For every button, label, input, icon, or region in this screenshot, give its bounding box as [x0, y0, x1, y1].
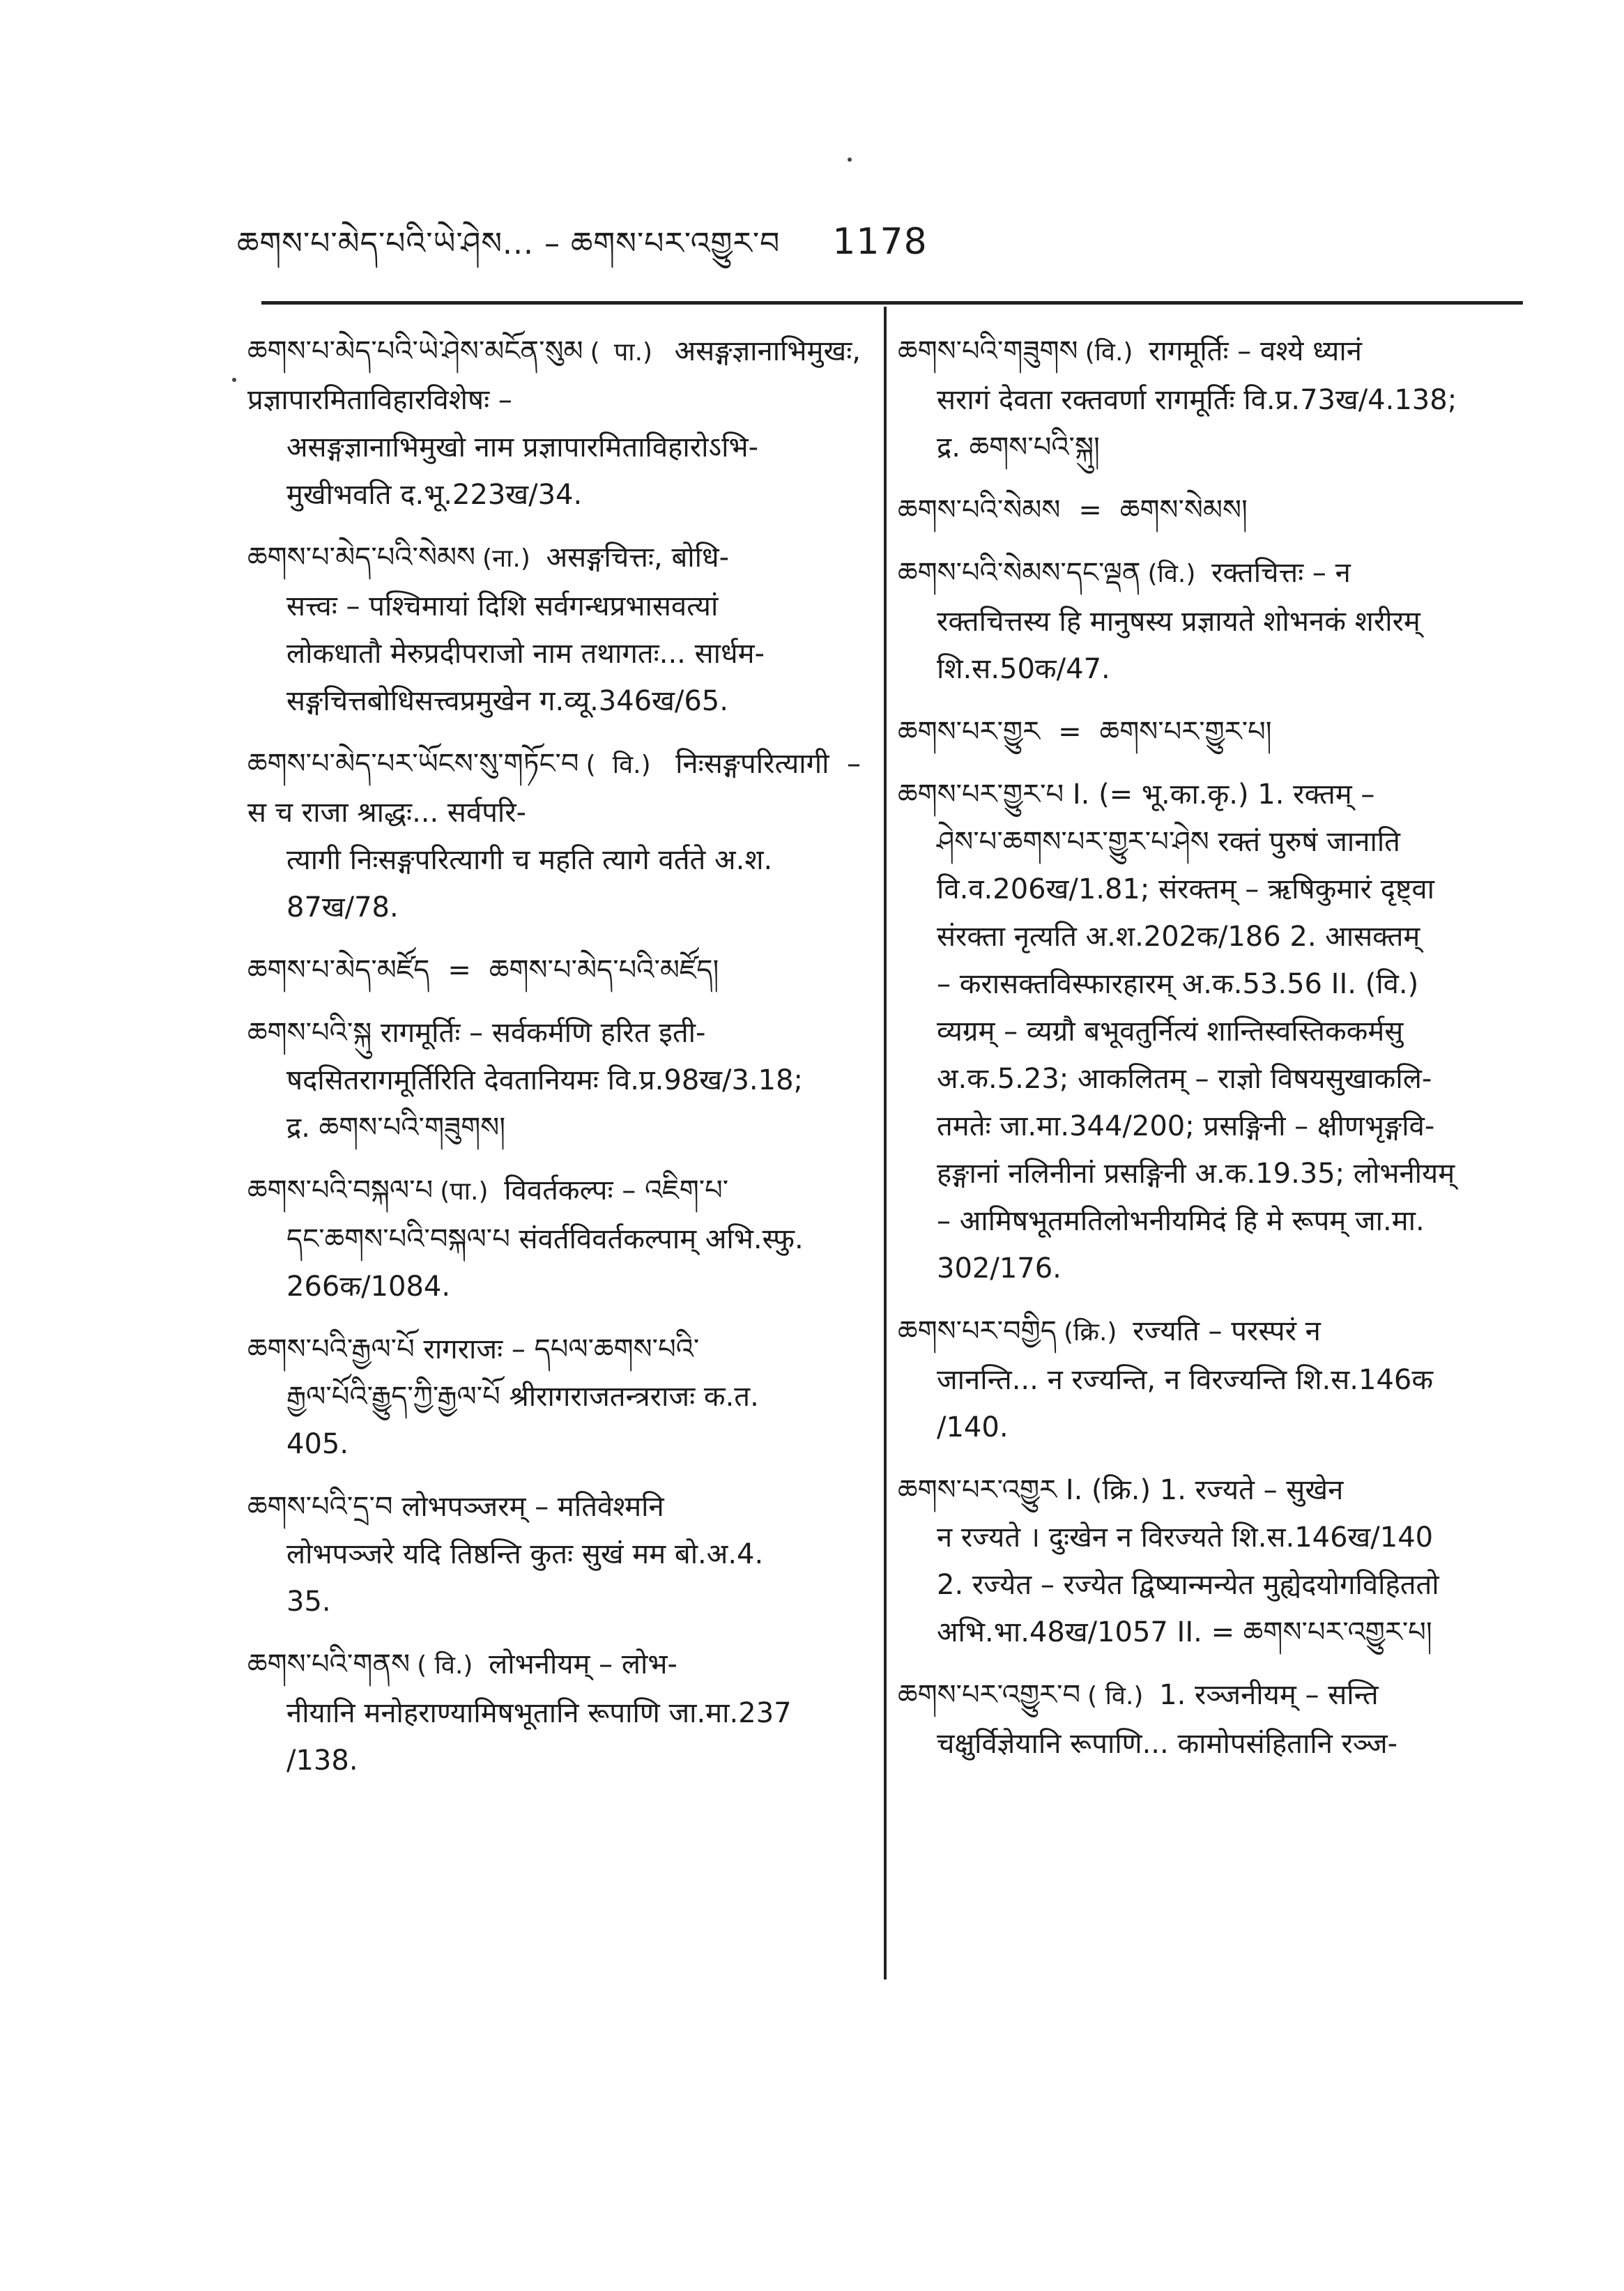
entry-text: 302/176. [937, 1252, 1062, 1285]
entry-grammar-label: (क्रि.) [1063, 1318, 1117, 1347]
entry-text: 87ख/78. [286, 891, 399, 924]
entry-continuation-line [247, 1216, 861, 1263]
entry-text: 405. [286, 1428, 349, 1460]
column-divider [884, 307, 887, 1979]
entry-continuation-line [898, 960, 1525, 1008]
dictionary-entry [898, 549, 1525, 693]
entry-continuation-line [898, 866, 1525, 913]
entry-text: དང་ཆགས་པའི་བསྐལ་པ संवर्तविवर्तकल्पाम् अभि.स्फु. [286, 1223, 804, 1255]
scan-speck [848, 158, 852, 162]
entry-text: अ.क.5.23; आकलितम् – राज्ञो विषयसुखाकलि- [937, 1063, 1432, 1095]
entry-continuation-line [898, 1103, 1525, 1150]
dictionary-entry [247, 1483, 861, 1625]
entry-text: निःसङ्गपरित्यागी – स च राजा श्राद्धः... सर्वपरि- [247, 748, 861, 829]
running-head-last-word: ཆགས་པར་འགྱུར་བ [570, 226, 781, 261]
entry-continuation-line [898, 598, 1525, 645]
entry-continuation-line [247, 1689, 861, 1737]
entry-first-line [247, 1167, 861, 1216]
dictionary-entry [247, 328, 861, 519]
running-head-dash: – [544, 226, 560, 261]
entry-text: I. (क्रि.) 1. रज्यते – सुखेन [1065, 1474, 1344, 1506]
entry-text: विवर्तकल्पः – འཇིག་པ་ [504, 1174, 729, 1206]
entry-headword: ཆགས་པའི་སེམས [898, 494, 1061, 526]
entry-text: असङ्गचित्तः, बोधि- [546, 542, 730, 574]
left-column [247, 328, 861, 1800]
entry-continuation-line [247, 1420, 861, 1468]
entry-text: 1. रञ्जनीयम् – सन्ति [1159, 1679, 1379, 1711]
entry-text: व्यग्रम् – व्यग्रौ बभूवतुर्नित्यं शान्तिस्वस्तिककर्मसु [937, 1016, 1404, 1048]
entry-text: मुखीभवति द.भू.223ख/34. [286, 479, 583, 511]
entry-text: ཤེས་པ་ཆགས་པར་གྱུར་པ་ཤེས रक्तं पुरुषं जानाति [937, 826, 1400, 858]
entry-headword: ཆགས་པར་འགྱུར་བ [898, 1679, 1081, 1711]
running-head-first-word: ཆགས་པ་མེད་པའི་ཡེ་ཤེས... [237, 226, 534, 261]
entry-text: ཆགས་པ་མེད་པའི་མཛོད། [489, 954, 719, 986]
entry-equals-sign: = [1058, 716, 1082, 748]
entry-text: सङ्गचित्तबोधिसत्त्वप्रमुखेन ग.व्यू.346ख/65. [286, 685, 728, 717]
dictionary-entry [898, 1671, 1525, 1768]
entry-headword: ཆགས་པའི་སེམས་དང་ལྡན [898, 557, 1141, 589]
entry-text: षदसितरागमूर्तिरिति देवतानियमः वि.प्र.98ख/3.18; [286, 1064, 804, 1096]
entry-continuation-line [247, 1737, 861, 1784]
entry-continuation-line [898, 1514, 1525, 1561]
entry-grammar-label: ( पा.) [590, 338, 653, 367]
entry-text: जानन्ति... न रज्यन्ति, न विरज्यन्ति शि.स.146क [937, 1364, 1434, 1396]
page-number: 1178 [832, 221, 928, 263]
entry-continuation-line [247, 1531, 861, 1578]
entry-text: लोकधातौ मेरुप्रदीपराजो नाम तथागतः... सार्धम- [286, 638, 765, 670]
dictionary-entry [247, 740, 861, 931]
entry-text: ཆགས་སེམས། [1119, 494, 1248, 526]
entry-continuation-line [898, 913, 1525, 960]
entry-grammar-label: (पा.) [440, 1177, 489, 1206]
entry-text: तमतेः जा.मा.344/200; प्रसङ्गिनी – क्षीणभृङ्गवि- [937, 1110, 1435, 1142]
dictionary-entry [898, 328, 1525, 471]
entry-first-line [247, 328, 861, 424]
dictionary-entry [247, 1167, 861, 1310]
entry-text: लोभपञ्जरे यदि तिष्ठन्ति कुतः सुखं मम बो.अ.4. [286, 1538, 764, 1570]
entry-first-line [898, 1671, 1525, 1720]
entry-text: द्र. ཆགས་པའི་གཟུགས། [286, 1112, 506, 1144]
dictionary-entry [898, 1466, 1525, 1656]
dictionary-entry [898, 1308, 1525, 1451]
entry-text: शि.स.50क/47. [937, 653, 1110, 685]
entry-equals-sign: = [1078, 494, 1102, 526]
entry-text: सरागं देवता रक्तवर्णा रागमूर्तिः वि.प्र.73ख/4.138; [937, 384, 1457, 416]
entry-text: /140. [937, 1411, 1009, 1443]
entry-text: 2. रज्येत – रज्येत द्विष्यान्मन्येत मुह्येदयोगविहिततो [937, 1569, 1439, 1601]
entry-text: सत्त्वः – पश्चिमायां दिशि सर्वगन्धप्रभासवत्यां [286, 590, 719, 622]
entry-continuation-line [898, 1055, 1525, 1103]
entry-headword: ཆགས་པར་བགྱིད [898, 1315, 1057, 1347]
entry-text: रागमूर्तिः – सर्वकर्मणि हरित इती- [381, 1017, 706, 1049]
dictionary-entry [247, 1641, 861, 1784]
entry-continuation-line [247, 471, 861, 519]
entry-headword: ཆགས་པར་གྱུར [898, 716, 1041, 748]
entry-continuation-line [247, 1104, 861, 1151]
entry-continuation-line [898, 1720, 1525, 1768]
running-head [237, 209, 928, 296]
entry-continuation-line [247, 836, 861, 884]
entry-text: – करासक्तविस्फारहारम् अ.क.53.56 II. (वि.) [937, 968, 1419, 1000]
dictionary-entry [898, 486, 1525, 534]
entry-text: संरक्ता नृत्यति अ.श.202क/186 2. आसक्तम् [937, 921, 1420, 953]
entry-grammar-label: (वि.) [1147, 560, 1196, 588]
entry-text: /138. [286, 1745, 358, 1777]
entry-text: लोभपञ्जरम् – मतिवेश्मनि [401, 1491, 664, 1523]
entry-continuation-line [898, 818, 1525, 866]
entry-headword: ཆགས་པ་མེད་པའི་སེམས [247, 542, 476, 574]
entry-first-line [898, 771, 1525, 818]
entry-text: असङ्गज्ञानाभिमुखो नाम प्रज्ञापारमिताविहारोऽभि- [286, 431, 759, 463]
entry-text: अभि.भा.48ख/1057 II. = ཆགས་པར་འགྱུར་པ། [937, 1616, 1432, 1648]
entry-first-line [898, 1308, 1525, 1356]
entry-continuation-line [247, 1263, 861, 1310]
entry-continuation-line [247, 1373, 861, 1420]
entry-headword: ཆགས་པ་མེད་པའི་ཡེ་ཤེས་མངོན་སུམ [247, 335, 583, 367]
entry-headword: ཆགས་པའི་བསྐལ་པ [247, 1174, 434, 1206]
dictionary-entry [247, 1326, 861, 1468]
entry-text: रक्तचित्तस्य हि मानुषस्य प्रज्ञायते शोभनकं शरीरम् [937, 606, 1420, 638]
entry-first-line [247, 1641, 861, 1689]
entry-text: रज्यति – परस्परं न [1133, 1315, 1321, 1347]
entry-text: चक्षुर्विज्ञेयानि रूपाणि... कामोपसंहितानि रञ्ज- [937, 1728, 1398, 1760]
entry-continuation-line [898, 1245, 1525, 1292]
scan-speck [232, 378, 236, 382]
entry-equals-sign: = [447, 954, 471, 986]
entry-continuation-line [898, 1197, 1525, 1245]
entry-first-line [898, 1466, 1525, 1514]
entry-text: I. (= भू.का.कृ.) 1. रक्तम् – [1072, 779, 1375, 811]
entry-first-line [247, 1009, 861, 1057]
entry-headword: ཆགས་པའི་གནས [247, 1648, 411, 1680]
right-column [898, 328, 1525, 1783]
entry-headword: ཆགས་པ་མེད་མཛོད [247, 954, 430, 986]
entry-text: न रज्यते । दुःखेन न विरज्यते शि.स.146ख/140 [937, 1522, 1434, 1554]
dictionary-entry [247, 947, 861, 994]
entry-text: वि.व.206ख/1.81; संरक्तम् – ऋषिकुमारं दृष्ट्वा [937, 873, 1434, 905]
entry-first-line [247, 740, 861, 836]
entry-continuation-line [247, 1578, 861, 1625]
entry-continuation-line [898, 645, 1525, 693]
dictionary-entry [247, 1009, 861, 1151]
dictionary-entry [898, 771, 1525, 1292]
entry-text: द्र. ཆགས་པའི་སྐུ། [937, 431, 1100, 463]
entry-grammar-label: (ना.) [482, 544, 530, 573]
entry-text: – आमिषभूतमतिलोभनीयमिदं हि मे रूपम् जा.मा. [937, 1205, 1425, 1237]
entry-text: ཆགས་པར་གྱུར་པ། [1099, 716, 1272, 748]
entry-first-line [898, 708, 1525, 756]
entry-text: लोभनीयम् – लोभ- [489, 1648, 677, 1680]
entry-grammar-label: ( वि.) [1087, 1682, 1144, 1710]
entry-grammar-label: (वि.) [1085, 338, 1133, 367]
entry-grammar-label: ( वि.) [417, 1651, 473, 1680]
entry-text: रागराजः – དཔལ་ཆགས་པའི་ [423, 1333, 700, 1365]
entry-first-line [898, 549, 1525, 598]
entry-continuation-line [898, 1008, 1525, 1055]
entry-text: असङ्गज्ञानाभिमुखः, प्रज्ञापारमिताविहारविशेषः – [247, 335, 861, 416]
entry-first-line [898, 486, 1525, 534]
entry-first-line [898, 328, 1525, 376]
entry-headword: ཆགས་པའི་རྒྱལ་པོ [247, 1333, 415, 1365]
entry-text: रक्तचित्तः – न [1211, 557, 1351, 589]
entry-continuation-line [898, 1609, 1525, 1656]
entry-continuation-line [898, 424, 1525, 471]
entry-continuation-line [898, 1150, 1525, 1197]
entry-first-line [247, 1326, 861, 1373]
entry-first-line [247, 947, 861, 994]
entry-grammar-label: ( वि.) [585, 751, 651, 779]
entry-headword: ཆགས་པའི་སྐུ [247, 1017, 372, 1049]
entry-continuation-line [247, 884, 861, 931]
dictionary-entry [247, 534, 861, 725]
entry-continuation-line [247, 583, 861, 630]
entry-text: रागमूर्तिः – वश्ये ध्यानं [1149, 335, 1362, 367]
dictionary-entry [898, 708, 1525, 756]
entry-continuation-line [247, 630, 861, 677]
entry-continuation-line [898, 1356, 1525, 1404]
entry-headword: ཆགས་པའི་གཟུགས [898, 335, 1078, 367]
entry-text: त्यागी निःसङ्गपरित्यागी च महति त्यागे वर्तते अ.श. [286, 844, 773, 876]
entry-first-line [247, 1483, 861, 1531]
entry-text: नीयानि मनोहराण्यामिषभूतानि रूपाणि जा.मा.237 [286, 1697, 792, 1729]
entry-first-line [247, 534, 861, 583]
entry-headword: ཆགས་པའི་དྲ་བ [247, 1491, 393, 1523]
entry-continuation-line [898, 1404, 1525, 1451]
entry-continuation-line [247, 424, 861, 471]
entry-text: हङ्गानां नलिनीनां प्रसङ्गिनी अ.क.19.35; लोभनीयम् [937, 1158, 1455, 1190]
entry-continuation-line [898, 1561, 1525, 1609]
entry-text: 266क/1084. [286, 1271, 451, 1303]
header-rule [261, 301, 1523, 305]
entry-continuation-line [898, 376, 1525, 424]
entry-text: རྒྱལ་པོའི་རྒྱུད་ཀྱི་རྒྱལ་པོ श्रीरागराजतन्त्रराजः क.त. [286, 1381, 759, 1413]
entry-continuation-line [247, 677, 861, 725]
entry-continuation-line [247, 1057, 861, 1104]
entry-headword: ཆགས་པར་འགྱུར [898, 1474, 1057, 1506]
entry-headword: ཆགས་པ་མེད་པར་ཡོངས་སུ་གཏོང་བ [247, 748, 579, 780]
entry-headword: ཆགས་པར་གྱུར་པ [898, 779, 1064, 811]
entry-text: 35. [286, 1586, 331, 1618]
